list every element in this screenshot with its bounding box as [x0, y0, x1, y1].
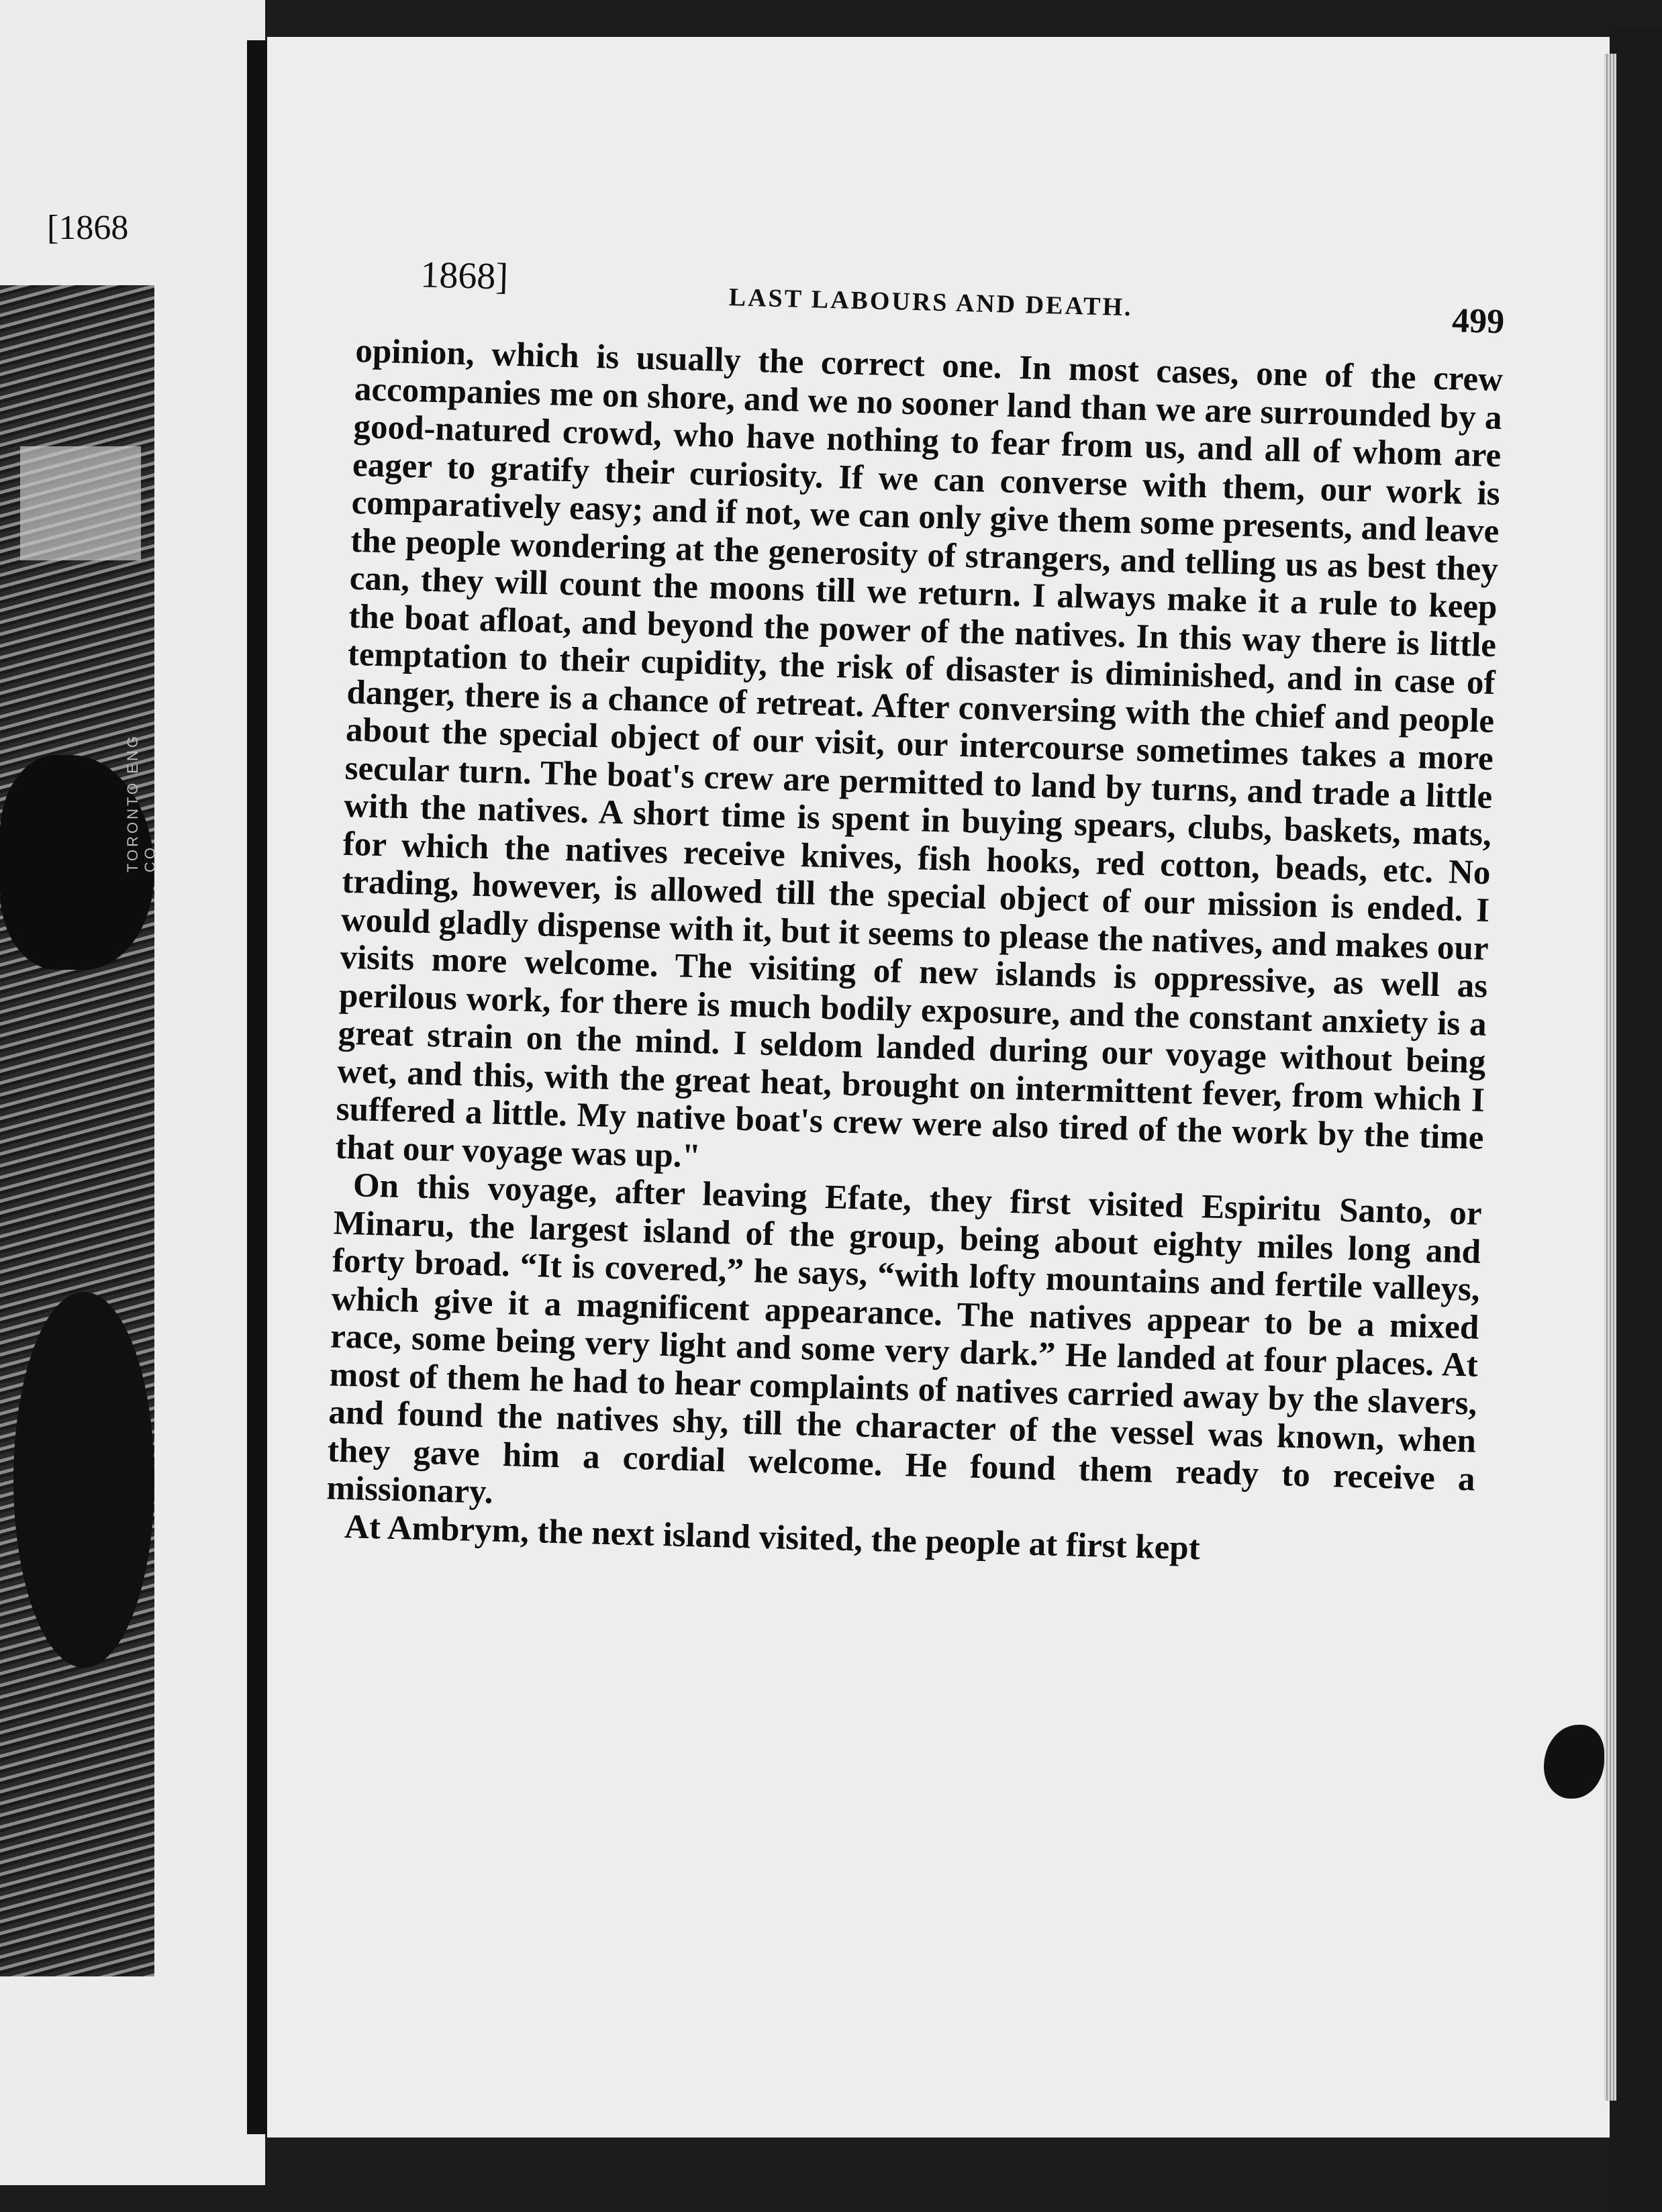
right-page [267, 37, 1610, 2138]
engraving-credit: TORONTO ENG CO [124, 734, 158, 872]
engraving-illustration [0, 285, 154, 1976]
running-head-year: 1868] [420, 254, 509, 298]
paragraph: On this voyage, after leaving Efate, they first visited Espiritu Santo, or Minaru, the largest island of the group, being about eighty miles long and forty broad. “It is covered,” he says, “with lofty mountains and fertile valleys, which give it a magnificent appearance. The natives appear to be a mixed race, some being very light and some very dark.” He landed at four places. At most of them he had to hear complaints of natives carried away by the slavers, and found the natives shy, till the character of the vessel was known, when they gave him a cordial welcome. He found them ready to receive a missionary. [326, 1166, 1483, 1511]
paragraph: opinion, which is usually the correct one. In most cases, one of the crew accompanies me on shore, and we no sooner land than we are surrounded by a good-natured crowd, who have nothing to fear from us, and all of whom are eager to gratify their curiosity. If we can converse with them, our work is comparatively easy; and if not, we can only give them some presents, and leave the people wondering at the generosity of strangers, and telling us as best they can, they will count the moons till we return. I always make it a rule to keep the boat afloat, and beyond the power of the natives. In this way there is little temptation to their cupidity, the risk of disaster is diminished, and in case of danger, there is a chance of retreat. After conversing with the chief and people about the special object of our visit, our intercourse sometimes takes a more secular turn. The boat's crew are permitted to land by turns, and trade a little with the natives. A short time is spent in buying spears, clubs, baskets, mats, for which the natives receive knives, fish hooks, red cotton, beads, etc. No trading, however, is allowed till the special object of our mission is ended. I would gladly dispense with it, but it seems to please the natives, and makes our visits more welcome. The visiting of new islands is oppressive, as well as perilous work, for there is much bodily exposure, and the constant anxiety is a great strain on the mind. I seldom landed during our voyage without being wet, and this, with the great heat, brought on intermittent fever, from which I suffered a little. My native boat's crew were also tired of the work by the time that our voyage was up." [334, 332, 1504, 1175]
left-page-header: [1868 [47, 209, 129, 247]
left-facing-page [0, 0, 265, 2185]
page-edges [1604, 54, 1616, 2101]
body-text [325, 332, 1503, 1574]
book-gutter [247, 40, 268, 2134]
engraving-highlight [20, 446, 141, 560]
page-content [325, 254, 1505, 1574]
engraving-figure [13, 1292, 154, 1668]
running-head-title: LAST LABOURS AND DEATH. [728, 283, 1133, 322]
scan-background-edge [1610, 27, 1662, 2212]
paragraph: At Ambrym, the next island visited, the people at first kept [344, 1507, 1201, 1567]
page-number: 499 [1451, 301, 1505, 342]
